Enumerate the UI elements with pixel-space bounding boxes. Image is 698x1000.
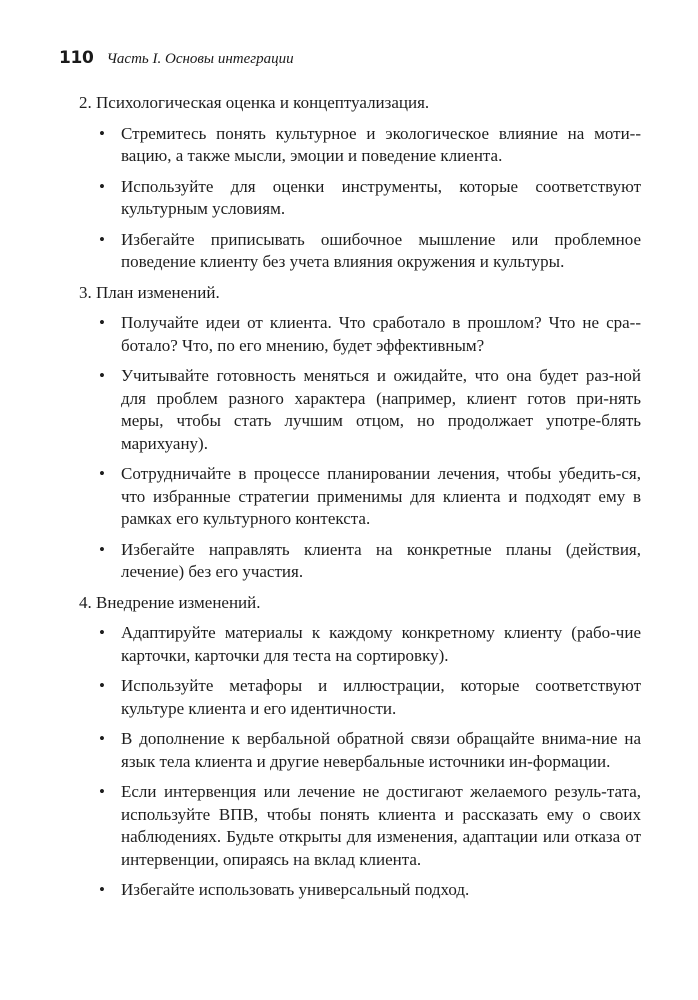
bullet-text: Получайте идеи от клиента. Что сработало в прошлом? Что не сра-ботало? Что, по его мнению, будет эффективным? [121,313,641,355]
bullet-item [79,622,641,667]
bullet-icon: • [99,623,105,642]
bullet-icon: • [99,176,105,196]
bullet-icon: • [99,123,105,143]
bullet-icon: • [99,729,105,748]
bullet-item [79,312,641,357]
bullet-icon: • [99,464,105,483]
bullet-icon: • [99,313,105,332]
bullet-text: Адаптируйте материалы к каждому конкретному клиенту (рабо-чие карточки, карточки для теста на сортировку). [121,623,641,665]
running-header [59,48,639,76]
bullet-text: Используйте для оценки инструменты, которые соответствуют культурным условиям. [121,176,641,218]
page-number: 110 [59,48,94,68]
section-heading: 4. Внедрение изменений. [79,592,261,612]
bullet-item [79,879,641,902]
bullet-item [79,539,641,584]
bullet-icon: • [99,539,105,559]
section-heading: 3. План изменений. [79,282,220,302]
bullet-text: Избегайте приписывать ошибочное мышление или проблемное поведение клиенту без учета влияния окружения и культуры. [121,229,641,271]
bullet-icon: • [99,366,105,385]
bullet-item [79,365,641,455]
bullet-item [79,123,641,168]
bullet-item [79,463,641,531]
bullet-list [79,312,641,584]
bullet-list [79,123,641,274]
bullet-text: Сотрудничайте в процессе планировании лечения, чтобы убедить-ся, что избранные стратегии применимы для клиента и подходят ему в рамках его культурного контекста. [121,464,641,528]
bullet-text: Если интервенция или лечение не достигают желаемого резуль-тата, используйте ВПВ, чтобы понять клиента и рассказать ему о своих наблюдениях. Будьте открыты для изменения, адаптации или отказа от интервенции, опираясь на вклад клиента. [121,782,641,869]
bullet-item [79,229,641,274]
section-heading: 2. Психологическая оценка и концептуализация. [79,93,430,112]
list-section-4 [79,592,641,902]
bullet-list [79,622,641,902]
bullet-text: Стремитесь понять культурное и экологическое влияние на моти-вацию, а также мысли, эмоции и поведение клиента. [121,123,641,165]
bullet-icon: • [99,229,105,249]
bullet-text: В дополнение к вербальной обратной связи обращайте внима-ние на язык тела клиента и другие невербальные источники ин-формации. [121,729,641,771]
bullet-icon: • [99,676,105,695]
page-body [79,92,641,910]
bullet-icon: • [99,782,105,801]
bullet-item [79,176,641,221]
list-section-3 [79,282,641,584]
bullet-icon: • [99,880,105,899]
bullet-text: Учитывайте готовность меняться и ожидайте, что она будет раз-ной для проблем разного характера (например, клиент готов при-нять меры, чтобы стать лучшим отцом, но продолжает употре-блять марихуану). [121,366,641,453]
bullet-text: Избегайте направлять клиента на конкретные планы (действия, лечение) без его участия. [121,539,641,581]
bullet-item [79,675,641,720]
list-section-2 [79,92,641,274]
bullet-item [79,728,641,773]
bullet-text: Используйте метафоры и иллюстрации, которые соответствуют культуре клиента и его идентичности. [121,676,641,718]
running-title: Часть I. Основы интеграции [106,51,294,67]
bullet-text: Избегайте использовать универсальный подход. [121,880,470,899]
bullet-item [79,781,641,871]
